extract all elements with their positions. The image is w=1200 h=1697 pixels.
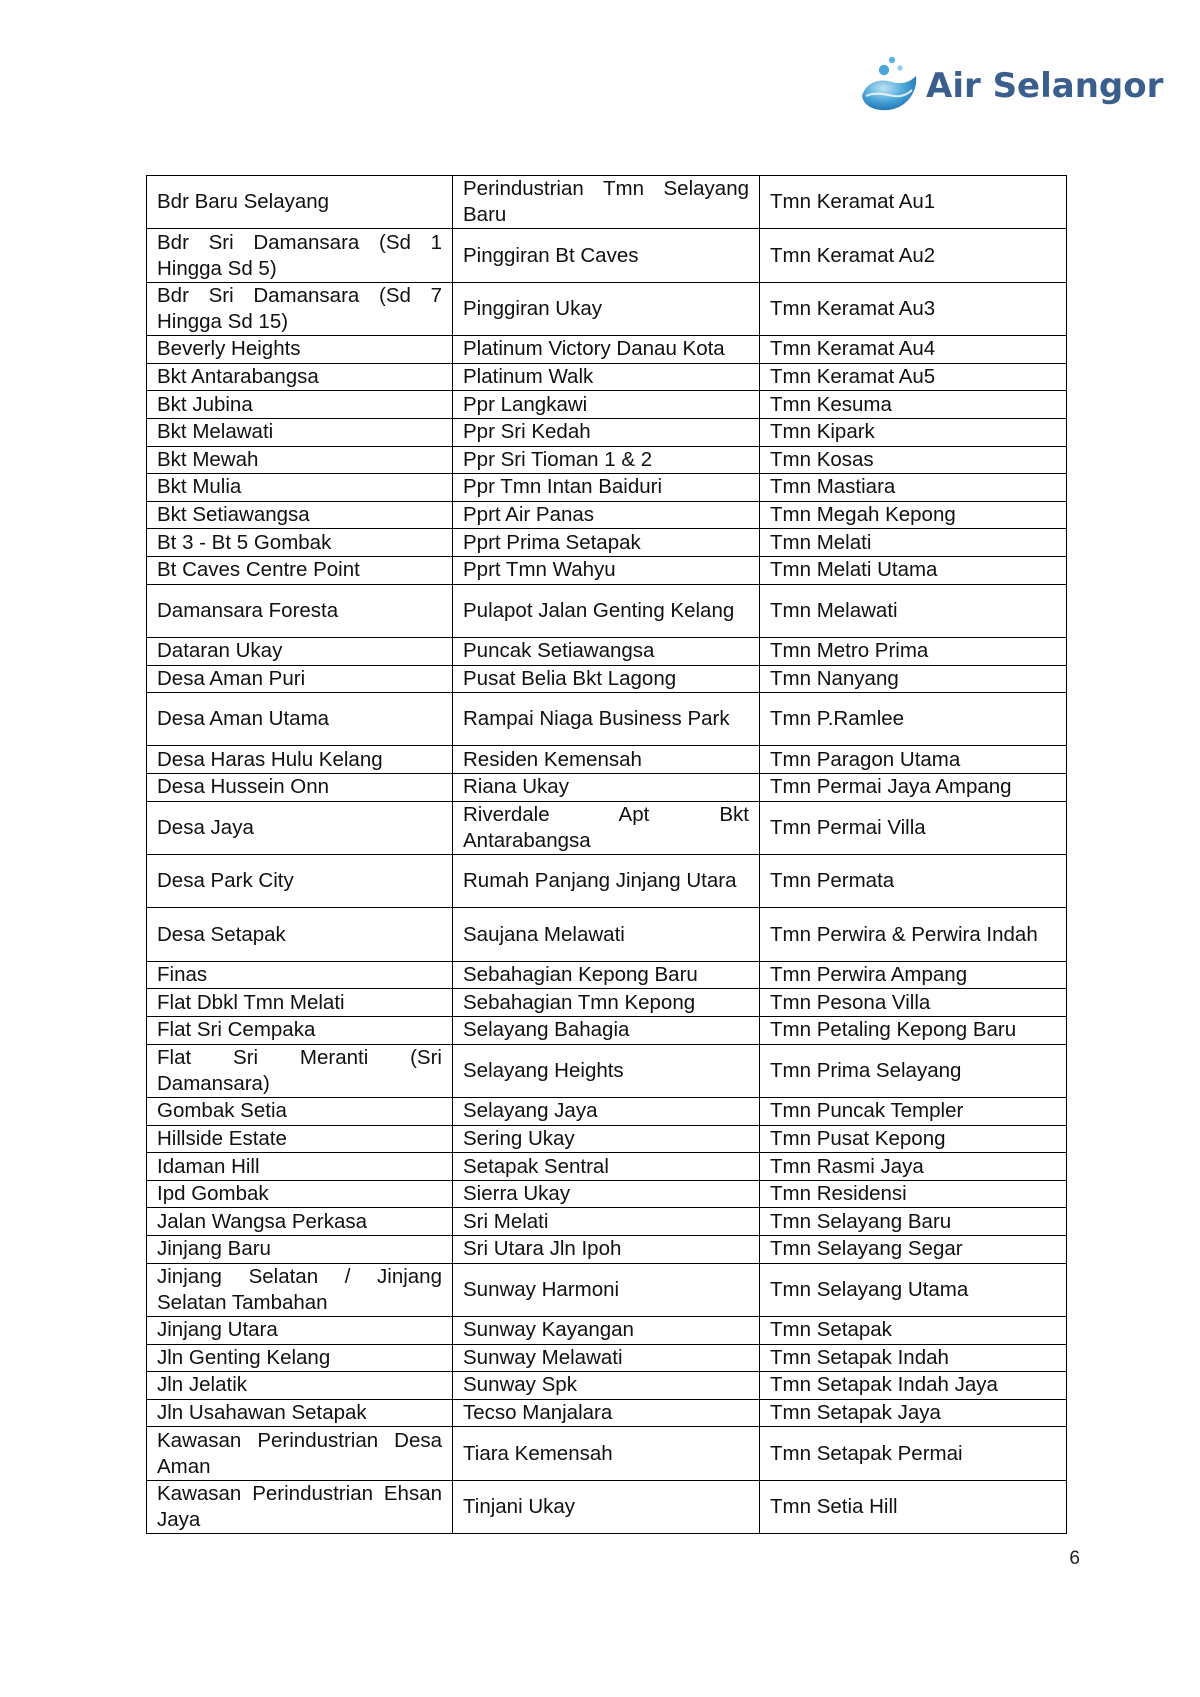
table-cell: Desa Park City [147, 855, 453, 908]
table-row [147, 774, 1067, 802]
table-cell: Pusat Belia Bkt Lagong [453, 665, 760, 693]
table-cell: Tiara Kemensah [453, 1427, 760, 1480]
table-cell: Pprt Tmn Wahyu [453, 556, 760, 584]
table-cell: Tmn Pesona Villa [760, 989, 1067, 1017]
table-cell: Tmn Nanyang [760, 665, 1067, 693]
table-cell: Jln Jelatik [147, 1372, 453, 1400]
table-row [147, 336, 1067, 364]
table-cell: Hillside Estate [147, 1125, 453, 1153]
locations-table-body [147, 176, 1067, 1534]
table-cell: Sebahagian Tmn Kepong [453, 989, 760, 1017]
table-cell: Bdr Sri Damansara (Sd 7 Hingga Sd 15) [147, 282, 453, 335]
table-cell: Tmn Setapak Jaya [760, 1399, 1067, 1427]
table-cell: Desa Haras Hulu Kelang [147, 746, 453, 774]
table-cell: Jinjang Utara [147, 1316, 453, 1344]
table-cell: Tmn Mastiara [760, 474, 1067, 502]
table-row [147, 446, 1067, 474]
table-cell: Tmn Kesuma [760, 391, 1067, 419]
table-row [147, 1208, 1067, 1236]
table-cell: Ppr Sri Tioman 1 & 2 [453, 446, 760, 474]
table-cell: Beverly Heights [147, 336, 453, 364]
table-row [147, 1316, 1067, 1344]
table-cell: Tmn Prima Selayang [760, 1044, 1067, 1097]
table-cell: Perindustrian Tmn Selayang Baru [453, 176, 760, 229]
table-cell: Tmn Perwira & Perwira Indah [760, 908, 1067, 961]
table-cell: Tmn Setia Hill [760, 1480, 1067, 1533]
table-row [147, 1344, 1067, 1372]
table-cell: Pprt Prima Setapak [453, 529, 760, 557]
table-cell: Tmn Keramat Au3 [760, 282, 1067, 335]
table-cell: Bdr Sri Damansara (Sd 1 Hingga Sd 5) [147, 229, 453, 282]
table-row [147, 1372, 1067, 1400]
table-cell: Desa Jaya [147, 801, 453, 854]
table-row [147, 418, 1067, 446]
table-cell: Idaman Hill [147, 1153, 453, 1181]
table-cell: Tmn Puncak Templer [760, 1098, 1067, 1126]
table-cell: Flat Sri Cempaka [147, 1017, 453, 1045]
table-cell: Tmn Setapak Indah Jaya [760, 1372, 1067, 1400]
table-cell: Tmn Keramat Au2 [760, 229, 1067, 282]
table-cell: Tmn Permai Jaya Ampang [760, 774, 1067, 802]
table-cell: Sunway Spk [453, 1372, 760, 1400]
table-cell: Tmn Metro Prima [760, 637, 1067, 665]
table-cell: Flat Sri Meranti (Sri Damansara) [147, 1044, 453, 1097]
table-row [147, 1153, 1067, 1181]
table-cell: Tmn Keramat Au5 [760, 363, 1067, 391]
table-cell: Tecso Manjalara [453, 1399, 760, 1427]
table-cell: Selayang Heights [453, 1044, 760, 1097]
table-cell: Tmn P.Ramlee [760, 693, 1067, 746]
table-row [147, 855, 1067, 908]
table-row [147, 665, 1067, 693]
table-cell: Tmn Selayang Segar [760, 1235, 1067, 1263]
table-row [147, 229, 1067, 282]
table-cell: Bkt Jubina [147, 391, 453, 419]
table-cell: Tmn Setapak Indah [760, 1344, 1067, 1372]
table-cell: Bdr Baru Selayang [147, 176, 453, 229]
table-row [147, 1098, 1067, 1126]
table-cell: Ppr Langkawi [453, 391, 760, 419]
logo-text: Air Selangor [926, 66, 1164, 106]
table-cell: Jln Genting Kelang [147, 1344, 453, 1372]
table-cell: Tmn Keramat Au1 [760, 176, 1067, 229]
table-cell: Ipd Gombak [147, 1180, 453, 1208]
locations-table [146, 175, 1067, 1534]
table-cell: Sunway Harmoni [453, 1263, 760, 1316]
table-row [147, 176, 1067, 229]
table-cell: Tmn Perwira Ampang [760, 961, 1067, 989]
table-row [147, 989, 1067, 1017]
table-cell: Desa Setapak [147, 908, 453, 961]
table-cell: Tmn Melati [760, 529, 1067, 557]
table-cell: Kawasan Perindustrian Desa Aman [147, 1427, 453, 1480]
table-cell: Gombak Setia [147, 1098, 453, 1126]
table-cell: Sunway Kayangan [453, 1316, 760, 1344]
table-cell: Tmn Kosas [760, 446, 1067, 474]
table-cell: Tmn Keramat Au4 [760, 336, 1067, 364]
table-cell: Bkt Antarabangsa [147, 363, 453, 391]
table-row [147, 501, 1067, 529]
table-row [147, 556, 1067, 584]
table-row [147, 1399, 1067, 1427]
table-cell: Ppr Sri Kedah [453, 418, 760, 446]
table-cell: Platinum Victory Danau Kota [453, 336, 760, 364]
table-cell: Jinjang Selatan / Jinjang Selatan Tambahan [147, 1263, 453, 1316]
table-cell: Jln Usahawan Setapak [147, 1399, 453, 1427]
table-cell: Pinggiran Ukay [453, 282, 760, 335]
table-row [147, 1017, 1067, 1045]
table-row [147, 1235, 1067, 1263]
table-cell: Bkt Melawati [147, 418, 453, 446]
table-row [147, 908, 1067, 961]
table-row [147, 282, 1067, 335]
table-cell: Tmn Paragon Utama [760, 746, 1067, 774]
table-cell: Tmn Setapak Permai [760, 1427, 1067, 1480]
table-cell: Selayang Bahagia [453, 1017, 760, 1045]
table-cell: Damansara Foresta [147, 584, 453, 637]
table-cell: Riana Ukay [453, 774, 760, 802]
water-drop-logo-icon [858, 52, 928, 122]
table-cell: Pulapot Jalan Genting Kelang [453, 584, 760, 637]
table-cell: Tinjani Ukay [453, 1480, 760, 1533]
table-cell: Flat Dbkl Tmn Melati [147, 989, 453, 1017]
table-row [147, 693, 1067, 746]
page-number: 6 [1069, 1548, 1080, 1569]
table-cell: Tmn Permata [760, 855, 1067, 908]
table-cell: Tmn Selayang Baru [760, 1208, 1067, 1236]
air-selangor-logo [858, 52, 1164, 122]
table-cell: Tmn Rasmi Jaya [760, 1153, 1067, 1181]
table-cell: Rampai Niaga Business Park [453, 693, 760, 746]
table-row [147, 801, 1067, 854]
table-cell: Dataran Ukay [147, 637, 453, 665]
table-cell: Finas [147, 961, 453, 989]
table-cell: Puncak Setiawangsa [453, 637, 760, 665]
table-row [147, 363, 1067, 391]
table-cell: Bkt Setiawangsa [147, 501, 453, 529]
table-row [147, 529, 1067, 557]
table-cell: Sri Melati [453, 1208, 760, 1236]
table-cell: Jinjang Baru [147, 1235, 453, 1263]
table-row [147, 1044, 1067, 1097]
table-cell: Sierra Ukay [453, 1180, 760, 1208]
table-cell: Setapak Sentral [453, 1153, 760, 1181]
table-row [147, 1180, 1067, 1208]
table-cell: Pinggiran Bt Caves [453, 229, 760, 282]
table-cell: Desa Aman Puri [147, 665, 453, 693]
table-row [147, 637, 1067, 665]
table-row [147, 1480, 1067, 1533]
table-cell: Residen Kemensah [453, 746, 760, 774]
table-cell: Rumah Panjang Jinjang Utara [453, 855, 760, 908]
table-cell: Tmn Kipark [760, 418, 1067, 446]
table-row [147, 746, 1067, 774]
table-cell: Tmn Permai Villa [760, 801, 1067, 854]
table-cell: Bt 3 - Bt 5 Gombak [147, 529, 453, 557]
table-cell: Jalan Wangsa Perkasa [147, 1208, 453, 1236]
table-row [147, 1263, 1067, 1316]
table-cell: Tmn Melati Utama [760, 556, 1067, 584]
table-row [147, 391, 1067, 419]
table-cell: Desa Aman Utama [147, 693, 453, 746]
table-cell: Bkt Mulia [147, 474, 453, 502]
table-cell: Tmn Residensi [760, 1180, 1067, 1208]
table-cell: Kawasan Perindustrian Ehsan Jaya [147, 1480, 453, 1533]
table-cell: Sering Ukay [453, 1125, 760, 1153]
table-cell: Desa Hussein Onn [147, 774, 453, 802]
table-cell: Ppr Tmn Intan Baiduri [453, 474, 760, 502]
table-cell: Tmn Petaling Kepong Baru [760, 1017, 1067, 1045]
table-cell: Tmn Pusat Kepong [760, 1125, 1067, 1153]
table-cell: Sunway Melawati [453, 1344, 760, 1372]
table-cell: Selayang Jaya [453, 1098, 760, 1126]
table-row [147, 1427, 1067, 1480]
table-cell: Tmn Megah Kepong [760, 501, 1067, 529]
table-cell: Bt Caves Centre Point [147, 556, 453, 584]
table-cell: Saujana Melawati [453, 908, 760, 961]
table-cell: Platinum Walk [453, 363, 760, 391]
table-row [147, 584, 1067, 637]
table-row [147, 961, 1067, 989]
table-cell: Riverdale Apt Bkt Antarabangsa [453, 801, 760, 854]
table-cell: Tmn Selayang Utama [760, 1263, 1067, 1316]
table-cell: Sri Utara Jln Ipoh [453, 1235, 760, 1263]
table-row [147, 1125, 1067, 1153]
table-row [147, 474, 1067, 502]
table-cell: Pprt Air Panas [453, 501, 760, 529]
table-cell: Bkt Mewah [147, 446, 453, 474]
table-cell: Tmn Melawati [760, 584, 1067, 637]
table-cell: Tmn Setapak [760, 1316, 1067, 1344]
table-cell: Sebahagian Kepong Baru [453, 961, 760, 989]
